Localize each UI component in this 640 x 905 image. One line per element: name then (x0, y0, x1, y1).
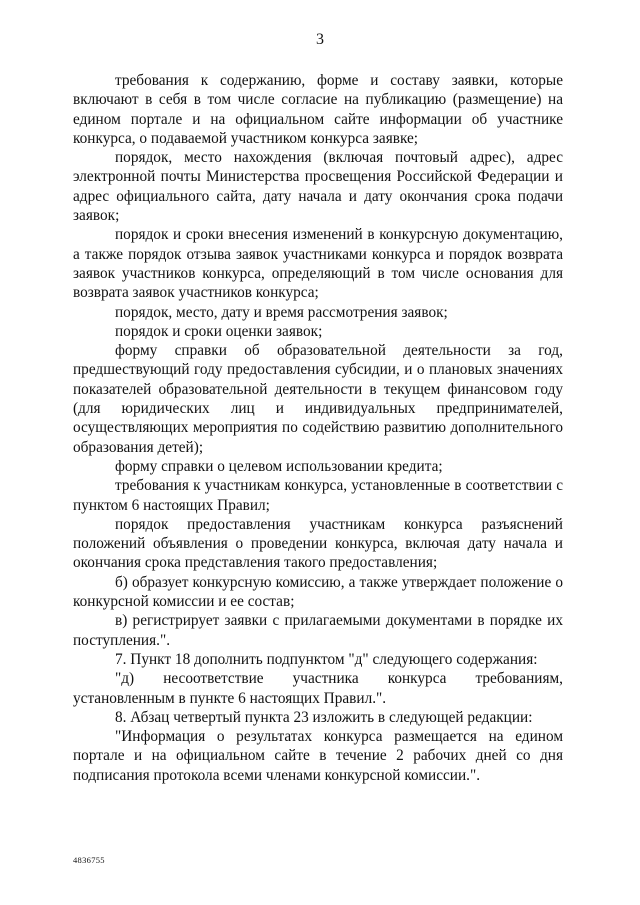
paragraph: форму справки об образовательной деятельности за год, предшествующий году предоставления субсидии, и о плановых значениях показателей образовательной деятельности в текущем финансовом году (для юридических лиц и индивидуальных предпринимателей, осуществляющих мероприятия по содействию развитию дополнительного образования детей); (73, 342, 563, 456)
paragraph: требования к содержанию, форме и составу заявки, которые включают в себя в том числе согласие на публикацию (размещение) на едином портале и на официальном сайте информации об участнике конкурса, о подаваемой участником конкурса заявке; (73, 72, 563, 147)
paragraph: б) образует конкурсную комиссию, а также утверждает положение о конкурсной комиссии и ее состав; (73, 573, 563, 611)
paragraph: порядок, место нахождения (включая почтовый адрес), адрес электронной почты Министерства просвещения Российской Федерации и адрес официального сайта, дату начала и дату окончания срока подачи заявок; (73, 149, 563, 225)
paragraph: требования к участникам конкурса, установленные в соответствии с пунктом 6 настоящих Правил; (73, 477, 563, 514)
paragraph: в) регистрирует заявки с прилагаемыми документами в порядке их поступления.". (73, 612, 563, 649)
document-body (73, 71, 563, 785)
paragraph: порядок предоставления участникам конкурса разъяснений положений объявления о проведении конкурса, включая дату начала и окончания срока представления такого предоставления; (73, 515, 563, 572)
paragraph: порядок, место, дату и время рассмотрения заявок; (115, 303, 448, 321)
paragraph: "д) несоответствие участника конкурса требованиям, установленным в пункте 6 настоящих Правил.". (73, 670, 563, 707)
paragraph: "Информация о результатах конкурса размещается на едином портале и на официальном сайте в течение 2 рабочих дней со дня подписания протокола всеми членами конкурсной комиссии.". (73, 728, 563, 784)
paragraph: форму справки о целевом использовании кредита; (115, 457, 443, 475)
paragraph: 8. Абзац четвертый пункта 23 изложить в следующей редакции: (115, 708, 533, 726)
paragraph: 7. Пункт 18 дополнить подпунктом "д" следующего содержания: (115, 650, 538, 668)
paragraph: порядок и сроки оценки заявок; (115, 322, 323, 340)
document-code: 4836755 (73, 855, 105, 865)
page-number: 3 (316, 31, 324, 48)
paragraph: порядок и сроки внесения изменений в конкурсную документацию, а также порядок отзыва заявок участниками конкурса и порядок возврата заявок участников конкурса, определяющий в том числе основания для возврата заявок участников конкурса; (73, 226, 563, 302)
